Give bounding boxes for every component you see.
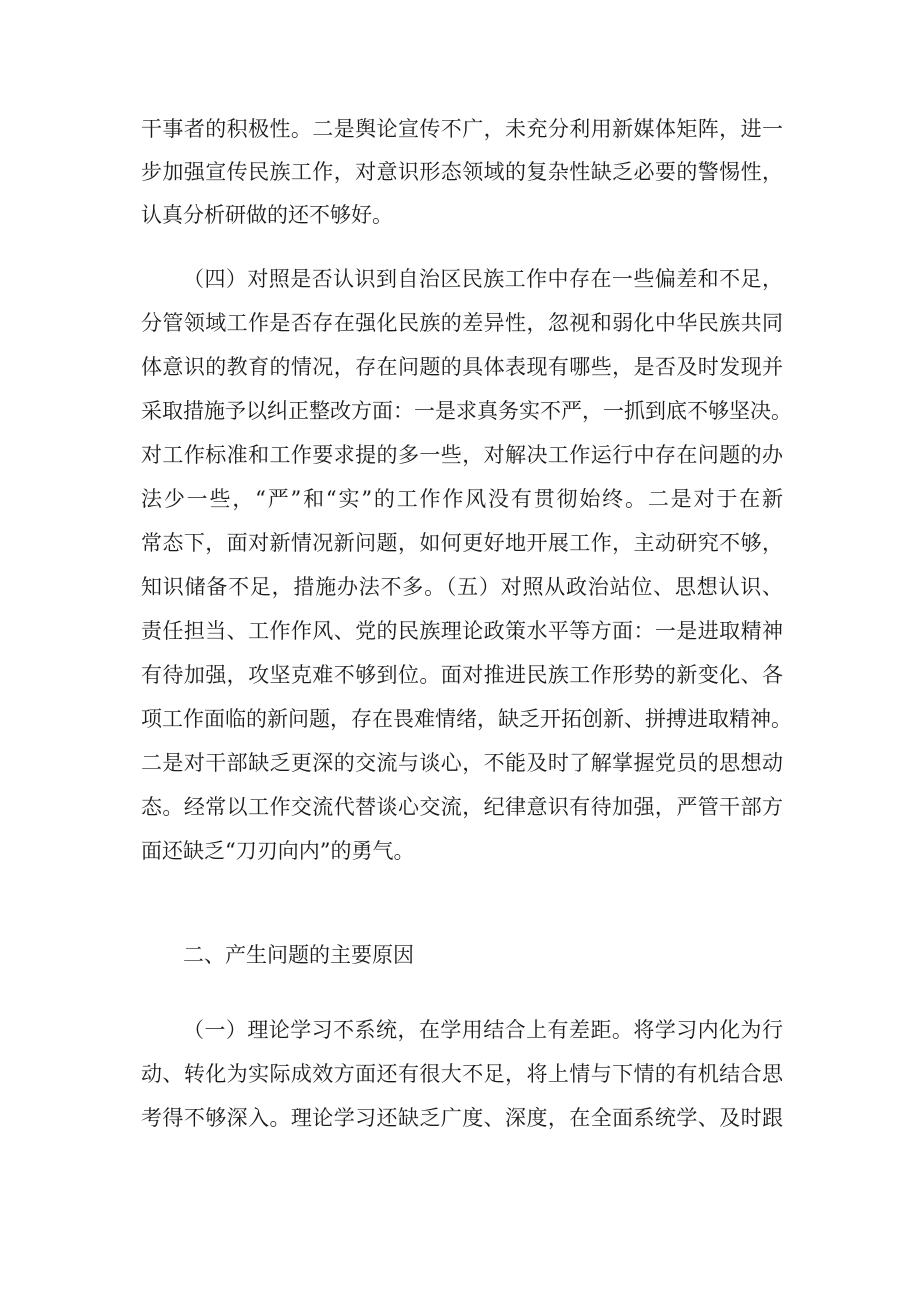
text-line: 二是对干部缺乏更深的交流与谈心，不能及时了解掌握党员的思想动	[141, 751, 783, 775]
text-line: 干事者的积极性。二是舆论宣传不广，未充分利用新媒体矩阵，进一	[141, 117, 783, 141]
text-line: 动、转化为实际成效方面还有很大不足，将上情与下情的有机结合思	[141, 1062, 783, 1086]
text-line: 法少一些，“严”和“实”的工作作风没有贯彻始终。二是对于在新	[141, 487, 783, 511]
paragraph-3	[141, 1015, 783, 1155]
text-line: 有待加强，攻坚克难不够到位。面对推进民族工作形势的新变化、各	[141, 663, 783, 687]
text-line: 采取措施予以纠正整改方面：一是求真务实不严，一抓到底不够坚决。	[141, 399, 792, 423]
text-line: 态。经常以工作交流代替谈心交流，纪律意识有待加强，严管干部方	[141, 795, 783, 819]
text-line: （四）对照是否认识到自治区民族工作中存在一些偏差和不足，	[183, 267, 783, 291]
text-line: 体意识的教育的情况，存在问题的具体表现有哪些，是否及时发现并	[141, 355, 783, 379]
heading-text: 二、产生问题的主要原因	[183, 943, 414, 967]
paragraph-2	[141, 264, 792, 924]
text-line: 认真分析研做的还不够好。	[141, 203, 393, 227]
text-line: 考得不够深入。理论学习还缺乏广度、深度，在全面系统学、及时跟	[141, 1106, 783, 1130]
text-line: 对工作标准和工作要求提的多一些，对解决工作运行中存在问题的办	[141, 443, 783, 467]
paragraph-1	[141, 114, 783, 284]
text-line: 分管领域工作是否存在强化民族的差异性，忽视和弱化中华民族共同	[141, 311, 783, 335]
text-line: 项工作面临的新问题，存在畏难情绪，缺乏开拓创新、拼搏进取精神。	[141, 707, 792, 731]
text-line: 步加强宣传民族工作，对意识形态领域的复杂性缺乏必要的警惕性，	[141, 160, 783, 184]
section-heading	[141, 940, 783, 980]
text-line: 责任担当、工作作风、党的民族理论政策水平等方面：一是进取精神	[141, 619, 783, 643]
text-line: 常态下，面对新情况新问题，如何更好地开展工作，主动研究不够，	[141, 531, 783, 555]
text-line: 面还缺乏“刀刃向内”的勇气。	[141, 839, 415, 863]
text-line: 知识储备不足，措施办法不多。（五）对照从政治站位、思想认识、	[141, 575, 783, 599]
text-line: （一）理论学习不系统，在学用结合上有差距。将学习内化为行	[183, 1018, 783, 1042]
